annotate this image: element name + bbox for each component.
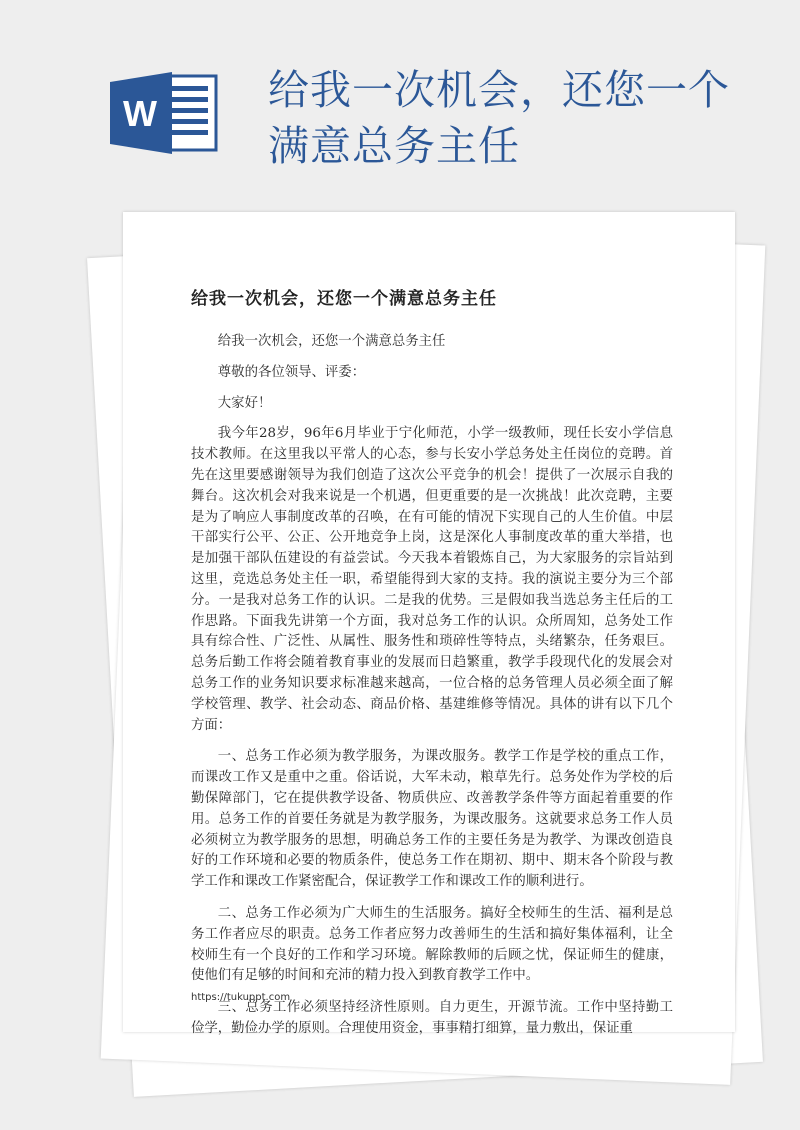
paragraph-salutation: 尊敬的各位领导、评委： <box>217 364 366 380</box>
paragraph-point-three: 三、总务工作必须坚持经济性原则。自力更生，开源节流。工作中坚持勤工俭学，勤俭办学的原则。合理使用资金，事事精打细算，量力敷出，保证重 <box>191 1000 673 1036</box>
document-title: 给我一次机会，还您一个满意总务主任 <box>191 289 497 309</box>
footer-link[interactable]: https://tukuppt.com <box>191 992 291 1003</box>
paragraph-point-one: 一、总务工作必须为教学服务，为课改服务。教学工作是学校的重点工作，而课改工作又是重中之重。俗话说，大军未动，粮草先行。总务处作为学校的后勤保障部门，它在提供教学设备、物质供应、改善教学条件等方面起着重要的作用。总务工作的首要任务就是为教学服务，为课改服务。这就要求总务工作人员必须树立为教学服务的思想，明确总务工作的主要任务是为教学、为课改创造良好的工作环境和必要的物质条件，使总务工作在期初、期中、期末各个阶段与教学工作和课改工作紧密配合，保证教学工作和课改工作的顺利进行。 <box>191 749 673 890</box>
word-icon-letter: W <box>123 93 157 134</box>
document-body <box>191 332 673 1051</box>
banner <box>0 0 800 200</box>
document-page <box>123 212 735 1036</box>
banner-title: 给我一次机会，还您一个满意总务主任 <box>268 66 730 170</box>
paragraph-introduction: 我今年28岁，96年6月毕业于宁化师范，小学一级教师，现任长安小学信息技术教师。在这里我以平常人的心态，参与长安小学总务处主任岗位的竞聘。首先在这里要感谢领导为我们创造了这次公平竞争的机会！提供了一次展示自我的舞台。这次机会对我来说是一个机遇，但更重要的是一次挑战！此次竞聘，主要是为了响应人事制度改革的召唤，在有可能的情况下实现自己的人生价值。中层干部实行公平、公正、公开地竞争上岗，这是深化人事制度改革的重大举措，也是加强干部队伍建设的有益尝试。今天我本着锻炼自己，为大家服务的宗旨站到这里，竞选总务处主任一职，希望能得到大家的支持。我的演说主要分为三个部分。一是我对总务工作的认识。二是我的优势。三是假如我当选总务主任后的工作思路。下面我先讲第一个方面，我对总务工作的认识。众所周知，总务处工作具有综合性、广泛性、从属性、服务性和琐碎性等特点，头绪繁杂，任务艰巨。总务后勤工作将会随着教育事业的发展而日趋繁重，教学手段现代化的发展会对总务工作的业务知识要求标准越来越高，一位合格的总务管理人员必须全面了解学校管理、教学、社会动态、商品价格、基建维修等情况。具体的讲有以下几个方面： <box>191 426 673 733</box>
paragraph-point-two: 二、总务工作必须为广大师生的生活服务。搞好全校师生的生活、福利是总务工作者应尽的职责。总务工作者应努力改善师生的生活和搞好集体福利，让全校师生有一个良好的工作和学习环境。解除教师的后顾之忧，保证师生的健康，使他们有足够的时间和充沛的精力投入到教育教学工作中。 <box>191 905 673 984</box>
paragraph-greeting: 大家好！ <box>217 395 272 411</box>
word-document-icon <box>110 72 222 154</box>
paragraph-heading-repeat: 给我一次机会，还您一个满意总务主任 <box>217 334 446 349</box>
